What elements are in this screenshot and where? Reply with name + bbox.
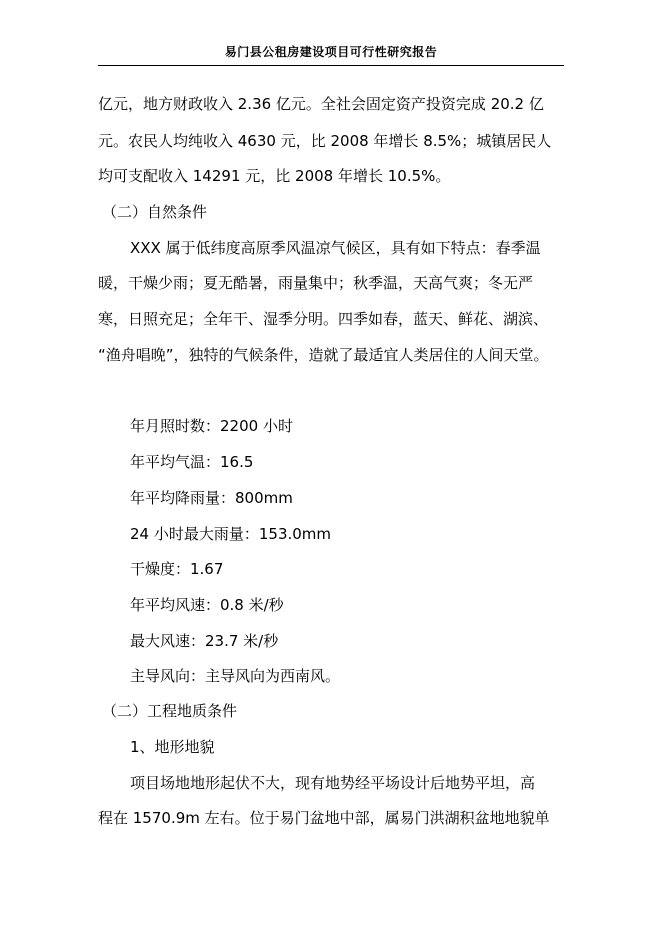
climate-line-1: XXX 属于低纬度高原季风温凉气候区，具有如下特点：春季温 xyxy=(130,239,541,257)
terrain-line-2: 程在 1570.9m 左右。位于易门盆地中部，属易门洪湖积盆地地貌单 xyxy=(98,809,550,827)
climate-line-3: 寒，日照充足；全年干、湿季分明。四季如春，蓝天、鲜花、湖滨、 xyxy=(98,310,549,328)
stat-sunshine-hours: 年月照时数：2200 小时 xyxy=(130,417,293,435)
stat-max-wind-speed: 最大风速：23.7 米/秒 xyxy=(130,632,279,650)
economy-line-3: 均可支配收入 14291 元，比 2008 年增长 10.5%。 xyxy=(98,167,451,185)
stat-max-24h-rainfall: 24 小时最大雨量：153.0mm xyxy=(130,525,332,543)
stat-avg-rainfall: 年平均降雨量：800mm xyxy=(130,489,293,507)
economy-line-1: 亿元，地方财政收入 2.36 亿元。全社会固定资产投资完成 20.2 亿 xyxy=(98,95,544,113)
stat-avg-temperature: 年平均气温：16.5 xyxy=(130,453,254,471)
economy-line-2: 元。农民人均纯收入 4630 元，比 2008 年增长 8.5%；城镇居民人 xyxy=(98,132,552,150)
terrain-line-1: 项目场地地形起伏不大，现有地势经平场设计后地势平坦，高 xyxy=(130,774,536,792)
stat-avg-wind-speed: 年平均风速：0.8 米/秒 xyxy=(130,596,284,614)
terrain-heading: 1、地形地貌 xyxy=(130,738,215,756)
climate-line-2: 暖，干燥少雨；夏无酷暑，雨量集中；秋季温，天高气爽；冬无严 xyxy=(98,274,534,292)
geology-heading: （二）工程地质条件 xyxy=(102,702,238,720)
climate-line-4: “渔舟唱晚”，独特的气候条件，造就了最适宜人类居住的人间天堂。 xyxy=(98,346,549,364)
stat-prevailing-wind: 主导风向：主导风向为西南风。 xyxy=(130,667,341,685)
stat-aridity: 干燥度：1.67 xyxy=(130,560,224,578)
page-header: 易门县公租房建设项目可行性研究报告 xyxy=(98,44,564,66)
natural-conditions-heading: （二）自然条件 xyxy=(102,203,208,221)
